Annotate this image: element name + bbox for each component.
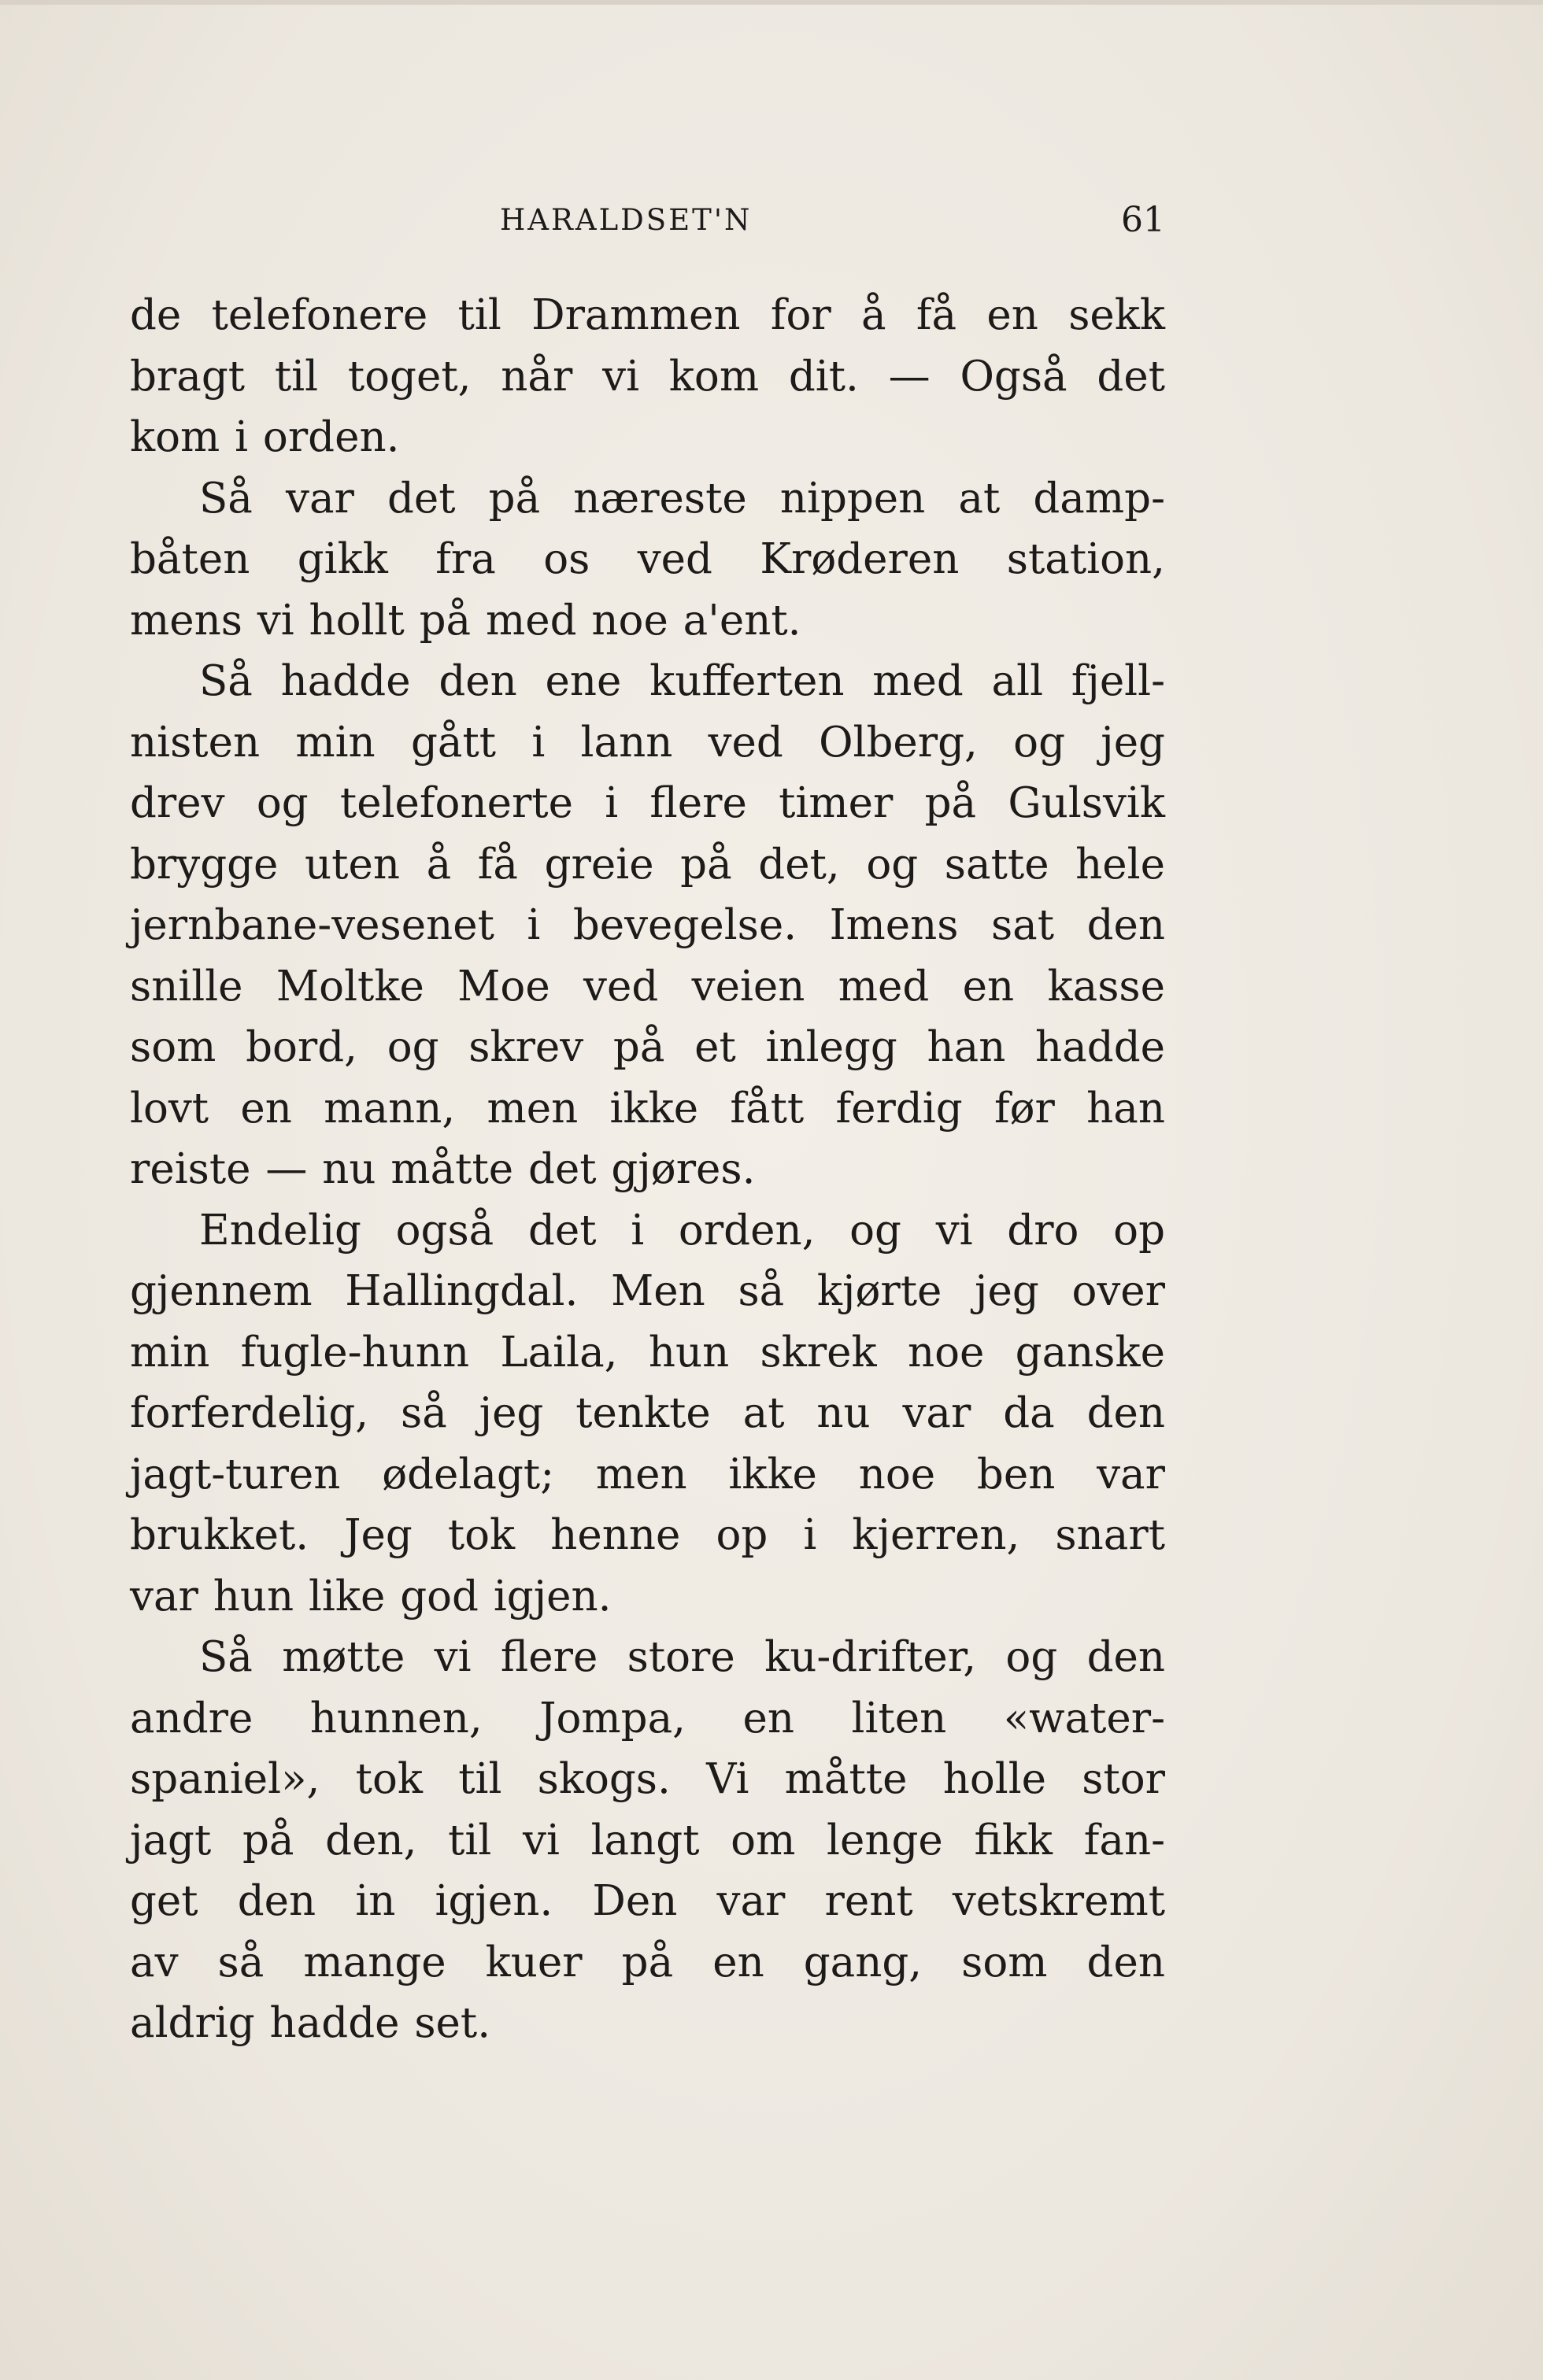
text-line: get den in igjen. Den var rent vetskremt (130, 1877, 1165, 1925)
text-line: min fugle-hunn Laila, hun skrek noe ganske (130, 1328, 1165, 1377)
text-line: av så mange kuer på en gang, som den (130, 1938, 1165, 1986)
text-line: drev og telefonerte i flere timer på Gulsvik (130, 779, 1165, 827)
text-line: Så var det på næreste nippen at damp- (199, 474, 1165, 523)
text-line: mens vi hollt på med noe a'ent. (130, 596, 801, 645)
text-line: kom i orden. (130, 413, 400, 461)
text-line: jagt på den, til vi langt om lenge fikk fan- (130, 1816, 1165, 1864)
paragraph (130, 1627, 1165, 2054)
text-line: Endelig også det i orden, og vi dro op (199, 1206, 1165, 1255)
text-line: båten gikk fra os ved Krøderen station, (130, 535, 1165, 583)
paragraph (130, 285, 1165, 468)
paragraph (130, 651, 1165, 1200)
text-line: nisten min gått i lann ved Olberg, og jeg (130, 718, 1165, 767)
text-line: bragt til toget, når vi kom dit. — Også det (130, 352, 1165, 401)
page-top-edge (0, 0, 1543, 5)
text-line: Så møtte vi flere store ku-drifter, og den (199, 1633, 1165, 1681)
text-line: forferdelig, så jeg tenkte at nu var da den (130, 1389, 1165, 1437)
text-line: som bord, og skrev på et inlegg han hadde (130, 1023, 1165, 1071)
text-line: gjennem Hallingdal. Men så kjørte jeg over (130, 1267, 1165, 1315)
running-head (130, 197, 1165, 244)
text-line: brukket. Jeg tok henne op i kjerren, snart (130, 1511, 1165, 1559)
text-line: spaniel», tok til skogs. Vi måtte holle stor (130, 1755, 1165, 1803)
paragraph (130, 468, 1165, 652)
body-text (130, 285, 1165, 2054)
text-line: jagt-turen ødelagt; men ikke noe ben var (130, 1450, 1165, 1499)
text-line: andre hunnen, Jompa, en liten «water- (130, 1694, 1165, 1743)
running-title: HARALDSET'N (500, 203, 753, 237)
text-line: lovt en mann, men ikke fått ferdig før han (130, 1084, 1165, 1133)
text-line: var hun like god igjen. (130, 1572, 612, 1621)
page-number: 61 (1121, 200, 1165, 240)
text-line: aldrig hadde set. (130, 1999, 491, 2047)
text-line: jernbane-vesenet i bevegelse. Imens sat den (130, 901, 1165, 949)
text-line: Så hadde den ene kufferten med all fjell- (199, 657, 1165, 705)
text-line: brygge uten å få greie på det, og satte hele (130, 840, 1165, 889)
text-line: reiste — nu måtte det gjøres. (130, 1145, 756, 1193)
text-line: de telefonere til Drammen for å få en sekk (130, 291, 1165, 339)
text-line: snille Moltke Moe ved veien med en kasse (130, 962, 1165, 1011)
paragraph (130, 1200, 1165, 1628)
